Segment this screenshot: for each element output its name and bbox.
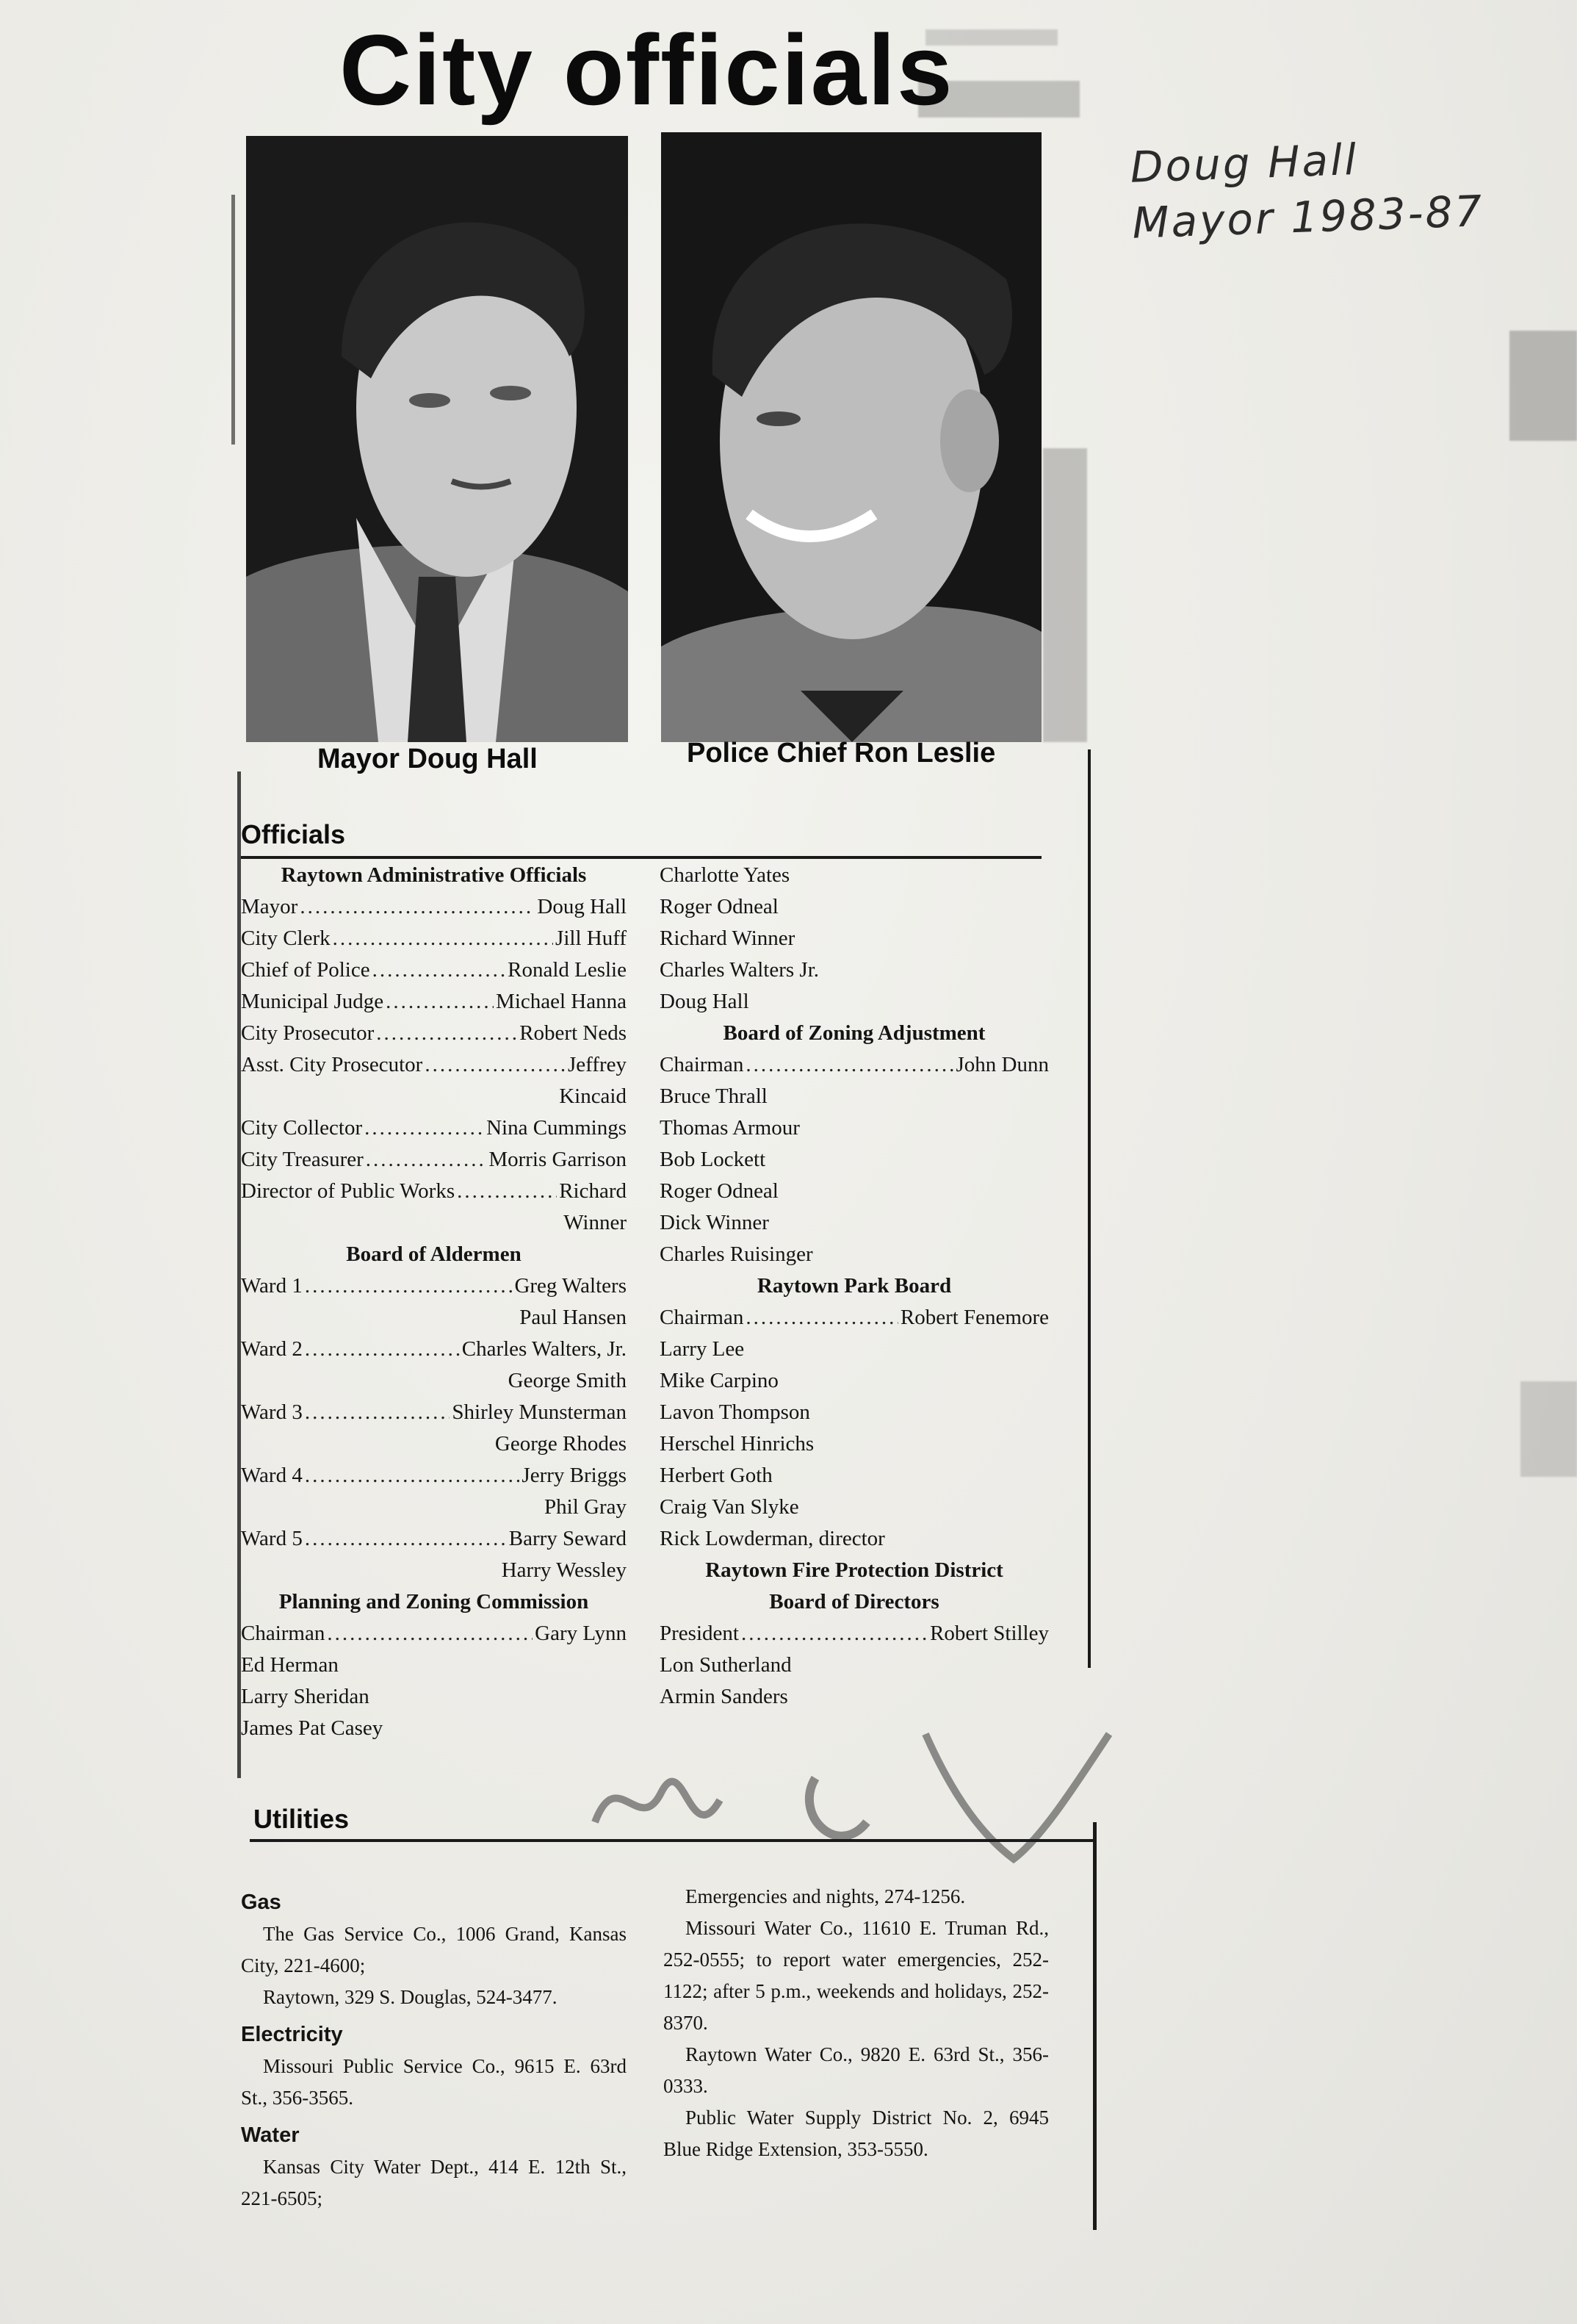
- subsection-heading: Board of Aldermen: [346, 1242, 522, 1266]
- mayor-photo-caption: Mayor Doug Hall: [317, 744, 538, 774]
- official-name-continued: Phil Gray: [544, 1495, 627, 1519]
- utility-listing: Public Water Supply District No. 2, 6945 Blue Ridge Extension, 353-5550.: [663, 2107, 1049, 2160]
- official-name: Shirley Munsterman: [452, 1400, 627, 1424]
- subsection-heading: Planning and Zoning Commission: [278, 1590, 589, 1614]
- utility-listing: Raytown, 329 S. Douglas, 524-3477.: [263, 1986, 557, 2008]
- official-entry: [660, 1302, 1049, 1334]
- office-title: Ward 3: [241, 1400, 303, 1424]
- utilities-left-column: [241, 1881, 627, 2215]
- official-name: Nina Cummings: [486, 1116, 627, 1140]
- member-name: Larry Lee: [660, 1337, 745, 1361]
- official-name: Barry Seward: [508, 1527, 627, 1550]
- dot-leader: [305, 1334, 460, 1365]
- dot-leader: [746, 1049, 953, 1081]
- print-smudge: [1043, 448, 1087, 742]
- dot-leader: [372, 954, 506, 986]
- official-entry: [241, 1144, 627, 1176]
- subsection-heading: Raytown Fire Protection District: [705, 1558, 1003, 1582]
- official-entry: [241, 1112, 627, 1144]
- official-name: Jerry Briggs: [522, 1464, 627, 1487]
- official-entry: [660, 1049, 1049, 1081]
- utilities-right-column: [663, 1881, 1049, 2165]
- dot-leader: [305, 1397, 450, 1428]
- official-name: Greg Walters: [514, 1274, 627, 1298]
- member-name: Charles Ruisinger: [660, 1242, 813, 1266]
- member-name: Ed Herman: [241, 1653, 339, 1677]
- police-chief-photo-caption: Police Chief Ron Leslie: [687, 738, 996, 769]
- dot-leader: [305, 1523, 507, 1555]
- dot-leader: [364, 1112, 484, 1144]
- office-title: Ward 1: [241, 1274, 303, 1298]
- officials-heading-rule: [241, 856, 1042, 859]
- office-title: City Clerk: [241, 927, 331, 950]
- subsection-heading: Board of Directors: [769, 1590, 939, 1614]
- office-title: Ward 4: [241, 1464, 303, 1487]
- member-name: Dick Winner: [660, 1211, 769, 1234]
- office-title: Mayor: [241, 895, 298, 918]
- member-name: James Pat Casey: [241, 1716, 383, 1740]
- official-name: Michael Hanna: [496, 990, 627, 1013]
- official-name: Charles Walters, Jr.: [461, 1337, 627, 1361]
- member-name: Bruce Thrall: [660, 1084, 768, 1108]
- dot-leader: [305, 1270, 513, 1302]
- utilities-heading-rule: [250, 1839, 1094, 1842]
- official-entry: [241, 891, 627, 923]
- office-title: Director of Public Works: [241, 1179, 455, 1203]
- official-entry: [241, 954, 627, 986]
- official-entry: [241, 1397, 627, 1428]
- official-entry: [241, 1270, 627, 1302]
- print-smudge: [1520, 1381, 1577, 1477]
- dot-leader: [746, 1302, 898, 1334]
- official-entry: [241, 986, 627, 1018]
- column-rule: [1093, 1822, 1097, 2230]
- official-entry: [241, 923, 627, 954]
- dot-leader: [327, 1618, 533, 1650]
- handwritten-line: Mayor 1983-87: [1131, 186, 1485, 248]
- official-name: Ronald Leslie: [508, 958, 627, 982]
- official-name: Richard: [559, 1179, 627, 1203]
- office-title: President: [660, 1622, 739, 1645]
- office-title: Chairman: [660, 1053, 744, 1076]
- officials-left-column: [241, 860, 627, 1744]
- office-title: City Prosecutor: [241, 1021, 375, 1045]
- official-name-continued: Winner: [563, 1211, 627, 1234]
- official-name: Robert Neds: [519, 1021, 627, 1045]
- member-name: Charles Walters Jr.: [660, 958, 820, 982]
- official-name: Robert Stilley: [930, 1622, 1049, 1645]
- official-entry: [241, 1334, 627, 1365]
- official-name: Morris Garrison: [488, 1148, 627, 1171]
- member-name: Thomas Armour: [660, 1116, 800, 1140]
- official-entry: [241, 1523, 627, 1555]
- office-title: Chairman: [660, 1306, 744, 1329]
- member-name: Larry Sheridan: [241, 1685, 369, 1708]
- member-name: Herbert Goth: [660, 1464, 773, 1487]
- dot-leader: [741, 1618, 928, 1650]
- official-name-continued: Harry Wessley: [501, 1558, 627, 1582]
- utility-category: Gas: [241, 1891, 281, 1914]
- office-title: Ward 2: [241, 1337, 303, 1361]
- office-title: Asst. City Prosecutor: [241, 1053, 423, 1076]
- mayor-photo: [246, 136, 628, 742]
- member-name: Roger Odneal: [660, 895, 779, 918]
- member-name: Lon Sutherland: [660, 1653, 792, 1677]
- official-name-continued: George Smith: [508, 1369, 627, 1392]
- utility-listing: Emergencies and nights, 274-1256.: [685, 1885, 966, 1907]
- dot-leader: [376, 1018, 517, 1049]
- dot-leader: [366, 1144, 487, 1176]
- utility-listing: Kansas City Water Dept., 414 E. 12th St., 221-6505;: [241, 2156, 627, 2209]
- utility-listing: Missouri Public Service Co., 9615 E. 63rd St., 356-3565.: [241, 2055, 627, 2109]
- official-name: John Dunn: [956, 1053, 1049, 1076]
- member-name: Craig Van Slyke: [660, 1495, 799, 1519]
- dot-leader: [300, 891, 535, 923]
- official-entry: [241, 1618, 627, 1650]
- dot-leader: [386, 986, 494, 1018]
- official-entry: [241, 1018, 627, 1049]
- office-title: Ward 5: [241, 1527, 303, 1550]
- officials-heading: Officials: [241, 819, 346, 849]
- member-name: Herschel Hinrichs: [660, 1432, 815, 1456]
- pencil-scribble: [573, 1690, 1131, 1874]
- subsection-heading: Board of Zoning Adjustment: [723, 1021, 986, 1045]
- margin-rule: [231, 195, 235, 445]
- police-chief-photo: [661, 132, 1042, 742]
- utility-listing: Missouri Water Co., 11610 E. Truman Rd., 252-0555; to report water emergencies, 252-1122; after 5 p.m., weekends and holidays, 252-8370.: [663, 1917, 1049, 2034]
- member-name: Mike Carpino: [660, 1369, 779, 1392]
- official-entry: [241, 1176, 627, 1207]
- member-name: Richard Winner: [660, 927, 795, 950]
- member-name: Bob Lockett: [660, 1148, 766, 1171]
- utilities-heading: Utilities: [253, 1804, 350, 1834]
- official-entry: [241, 1049, 627, 1081]
- official-name: Doug Hall: [537, 895, 627, 918]
- print-smudge: [1509, 331, 1577, 441]
- official-name-continued: Paul Hansen: [519, 1306, 627, 1329]
- member-name: Charlotte Yates: [660, 863, 790, 887]
- subsection-heading: Raytown Administrative Officials: [281, 863, 587, 887]
- dot-leader: [457, 1176, 557, 1207]
- office-title: Municipal Judge: [241, 990, 384, 1013]
- official-entry: [660, 1618, 1049, 1650]
- utility-category: Water: [241, 2123, 300, 2147]
- member-name: Armin Sanders: [660, 1685, 788, 1708]
- official-name-continued: Kincaid: [559, 1084, 627, 1108]
- official-name: Gary Lynn: [535, 1622, 627, 1645]
- member-name: Lavon Thompson: [660, 1400, 810, 1424]
- office-title: Chief of Police: [241, 958, 370, 982]
- dot-leader: [333, 923, 553, 954]
- member-name: Doug Hall: [660, 990, 749, 1013]
- handwritten-note: [1130, 125, 1545, 251]
- subsection-heading: Raytown Park Board: [757, 1274, 952, 1298]
- official-name-continued: George Rhodes: [494, 1432, 627, 1456]
- dot-leader: [425, 1049, 566, 1081]
- handwritten-line: Doug Hall: [1129, 134, 1360, 193]
- utility-category: Electricity: [241, 2023, 343, 2046]
- utility-listing: The Gas Service Co., 1006 Grand, Kansas City, 221-4600;: [241, 1923, 627, 1976]
- office-title: City Treasurer: [241, 1148, 364, 1171]
- member-name: Roger Odneal: [660, 1179, 779, 1203]
- member-name: Rick Lowderman, director: [660, 1527, 885, 1550]
- dot-leader: [305, 1460, 520, 1492]
- official-name: Robert Fenemore: [900, 1306, 1049, 1329]
- office-title: City Collector: [241, 1116, 363, 1140]
- officials-right-column: [660, 860, 1049, 1713]
- office-title: Chairman: [241, 1622, 325, 1645]
- page-title: City officials: [339, 14, 954, 126]
- official-name: Jeffrey: [568, 1053, 627, 1076]
- official-entry: [241, 1460, 627, 1492]
- utility-listing: Raytown Water Co., 9820 E. 63rd St., 356-0333.: [663, 2043, 1049, 2097]
- column-rule: [1088, 749, 1091, 1668]
- official-name: Jill Huff: [555, 927, 627, 950]
